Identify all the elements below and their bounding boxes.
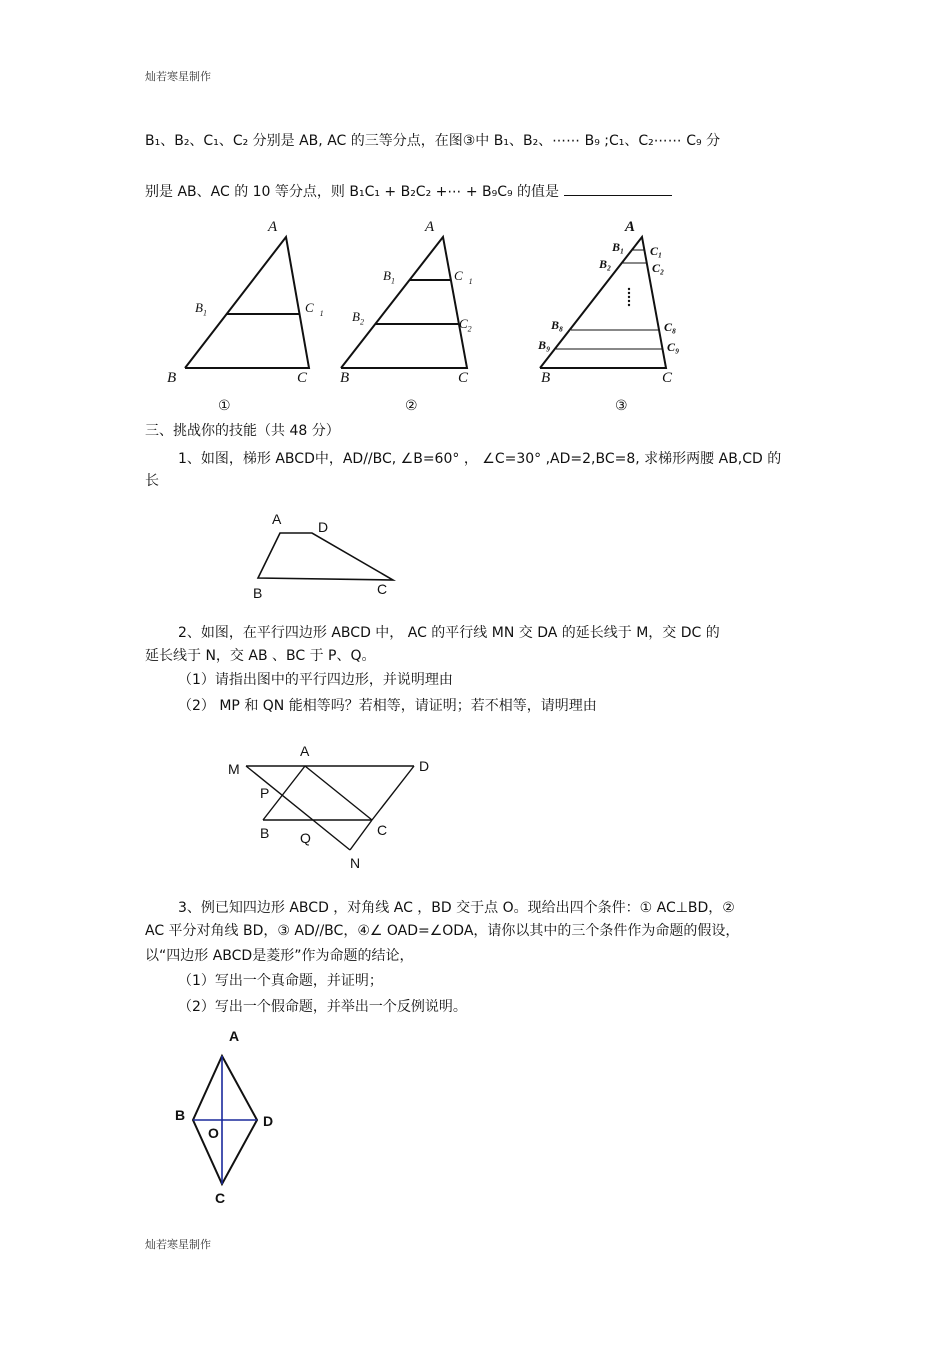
q1-line-1: 1、如图，梯形 ABCD中，AD//BC, ∠B=60° ， ∠C=30° ,AD=2,BC=8, 求梯形两腰 AB,CD 的: [178, 451, 782, 467]
fig2-label-C1: C $_1$: [454, 268, 473, 286]
q2-line-1: 2、如图，在平行四边形 ABCD 中， AC 的平行线 MN 交 DA 的延长线于 M，交 DC 的: [178, 625, 720, 641]
fig3-number: ③: [615, 398, 628, 414]
fig3-label-C2: C₂: [652, 261, 665, 275]
fig3-label-B9: B₉: [538, 338, 551, 352]
q2-label-C: C: [377, 822, 388, 838]
fig3-label-B1: B₁: [612, 240, 625, 254]
q2-label-P: P: [260, 785, 270, 801]
fig2-label-C: C: [458, 370, 469, 386]
fig2-number: ②: [405, 398, 418, 414]
q2-label-N: N: [350, 855, 361, 871]
fig3-label-C1: C₁: [650, 244, 663, 258]
page-footer: 灿若寒星制作: [145, 1238, 211, 1251]
q1-line-2: 长: [145, 473, 159, 489]
q3-part-1: （1）写出一个真命题，并证明；: [178, 973, 383, 989]
fig2-label-B: B: [340, 370, 350, 386]
fig1-label-B1: $B_1$: [195, 300, 207, 318]
q2-label-A: A: [300, 743, 310, 759]
q2-part-1: （1）请指出图中的平行四边形，并说明理由: [178, 672, 453, 688]
fig2-label-C2: $C_2$: [459, 316, 472, 334]
fig1-label-B: B: [167, 370, 177, 386]
q3-label-D: D: [263, 1113, 274, 1129]
fig3-label-B: B: [541, 370, 551, 386]
fig2-label-B1: $B_1$: [383, 268, 395, 286]
q2-label-B: B: [260, 825, 270, 841]
q3-label-B: B: [175, 1107, 186, 1123]
fig3-label-C8: C₈: [664, 320, 677, 334]
q2-part-2: （2） MP 和 QN 能相等吗？若相等，请证明；若不相等，请明理由: [178, 698, 597, 714]
q1-label-D: D: [318, 519, 329, 535]
q3-label-O: O: [208, 1125, 219, 1141]
fig1-label-C1: C $_1$: [305, 300, 324, 318]
fig3-label-B8: B₈: [551, 318, 564, 332]
q1-label-C: C: [377, 581, 388, 597]
fig2-label-A: A: [425, 219, 435, 235]
q3-label-A: A: [229, 1028, 240, 1044]
q1-label-B: B: [253, 585, 263, 601]
q2-line-2: 延长线于 N，交 AB 、BC 于 P、Q。: [145, 648, 376, 664]
intro-line-2-text: 别是 AB、AC 的 10 等分点，则 B₁C₁ + B₂C₂ +⋯ + B₉C₉ 的值是: [145, 184, 560, 200]
q1-label-A: A: [272, 511, 282, 527]
q3-line-2: AC 平分对角线 BD，③ AD//BC，④∠ OAD=∠ODA，请你以其中的三个条件作为命题的假设，: [145, 923, 740, 939]
q3-line-3: 以“四边形 ABCD是菱形”作为命题的结论，: [145, 948, 414, 964]
fig3-label-B2: B₂: [599, 257, 612, 271]
fig1-label-C: C: [297, 370, 308, 386]
intro-line-1: B₁、B₂、C₁、C₂ 分别是 AB, AC 的三等分点，在图③中 B₁、B₂、⋯⋯ B₉ ;C₁、C₂⋯⋯ C₉ 分: [145, 133, 721, 149]
q3-line-1: 3、例已知四边形 ABCD ，对角线 AC ，BD 交于点 O。现给出四个条件：① AC⊥BD，②: [178, 900, 735, 916]
fig3-label-A: A: [625, 219, 636, 235]
fig3-label-C: C: [662, 370, 673, 386]
q2-label-D: D: [419, 758, 430, 774]
q2-label-Q: Q: [300, 830, 311, 846]
fig1-number: ①: [218, 398, 231, 414]
fig2-label-B2: $B_2$: [352, 309, 364, 327]
page-header: 灿若寒星制作: [145, 70, 211, 83]
section-3-title: 三、挑战你的技能（共 48 分）: [145, 423, 340, 439]
q3-label-C: C: [215, 1190, 226, 1206]
q2-label-M: M: [228, 761, 240, 777]
fig1-label-A: A: [268, 219, 278, 235]
q3-part-2: （2）写出一个假命题，并举出一个反例说明。: [178, 999, 467, 1015]
fig3-label-C9: C₉: [667, 340, 680, 354]
